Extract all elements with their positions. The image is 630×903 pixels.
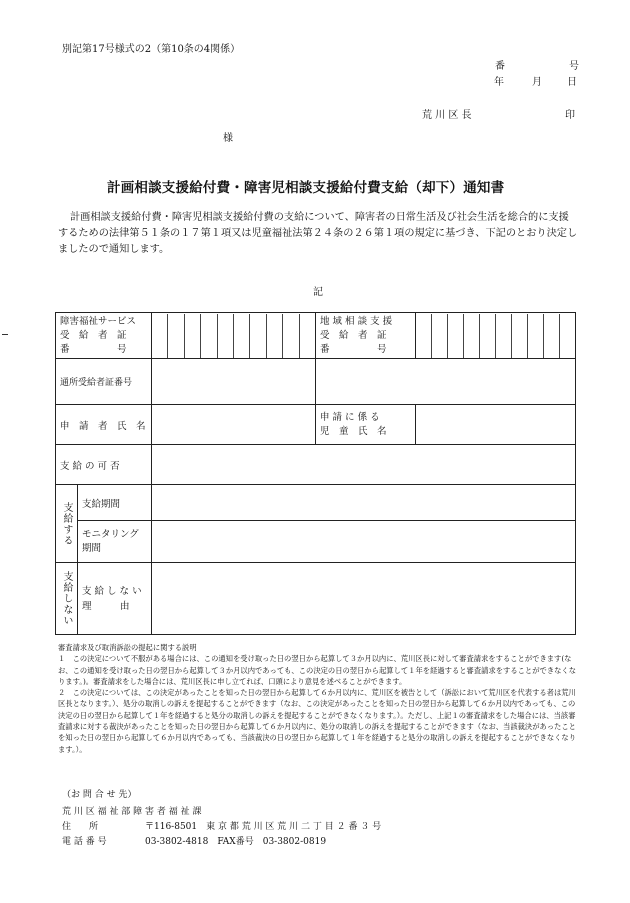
recipient-sama: 様	[223, 133, 233, 144]
day-service-cert-label: 通所受給者証番号	[56, 359, 152, 405]
row-day-service-cert	[56, 359, 576, 405]
body-paragraph: 計画相談支援給付費・障害児相談支援給付費の支給について、障害者の日常生活及び社会生活を総合的に支援するための法律第５１条の１７第１項又は児童福祉法第２４条の２６第１項の規定に基づき、下記のとおり決定しましたので通知します。	[58, 212, 578, 255]
ki-label: 記	[313, 287, 323, 298]
denial-reason-field[interactable]	[152, 563, 576, 635]
service-cert-number-field[interactable]	[152, 313, 316, 359]
issuer: 荒 川 区 長	[422, 110, 472, 121]
child-name-label: 申 請 に 係 る 児 童 氏 名	[316, 405, 416, 445]
notes-section	[58, 642, 578, 755]
child-name-field[interactable]	[416, 405, 576, 445]
contact-heading: （お 問 合 せ 先）	[62, 790, 137, 800]
community-cert-number-field[interactable]	[416, 313, 576, 359]
applicant-name-field[interactable]	[152, 405, 316, 445]
row-denial-reason	[56, 563, 576, 635]
row-payment-period	[56, 485, 576, 521]
row-applicant	[56, 405, 576, 445]
contact-department: 荒 川 区 福 祉 部 障 害 者 福 祉 課	[62, 807, 202, 817]
margin-tick	[2, 334, 8, 335]
address-label: 住 所	[62, 822, 99, 832]
address-value: 〒116-8501 東 京 都 荒 川 区 荒 川 二 丁 目 ２ 番 ３ 号	[145, 822, 382, 832]
applicant-name-label: 申 請 者 氏 名	[56, 405, 152, 445]
notes-heading: 審査請求及び取消訴訟の提起に関する説明	[58, 643, 197, 652]
deny-group-label: 支給しない	[56, 563, 78, 635]
row-certificate-numbers	[56, 313, 576, 359]
number-label-b: 号	[569, 61, 579, 72]
page-title: 計画相談支援給付費・障害児相談支援給付費支給（却下）通知書	[107, 180, 505, 196]
community-cert-label: 地 域 相 談 支 援 受 給 者 証 番 号	[316, 313, 416, 359]
decision-table	[55, 312, 576, 635]
seal-label: 印	[565, 110, 575, 121]
day-label: 日	[567, 77, 577, 88]
monitoring-period-label: モニタリング 期間	[78, 521, 152, 563]
service-cert-label: 障害福祉サービス 受 給 者 証 番 号	[56, 313, 152, 359]
number-label-a: 番	[495, 61, 505, 72]
row-monitoring-period	[56, 521, 576, 563]
year-label: 年	[494, 77, 504, 88]
denial-reason-label: 支 給 し な い 理 由	[78, 563, 152, 635]
approval-label: 支 給 の 可 否	[56, 445, 152, 485]
row-approval	[56, 445, 576, 485]
form-number: 別記第17号様式の2（第10条の4関係）	[62, 44, 241, 55]
monitoring-period-field[interactable]	[152, 521, 576, 563]
grant-group-label: 支給する	[56, 485, 78, 563]
month-label: 月	[532, 77, 542, 88]
day-service-cert-field[interactable]	[152, 359, 316, 405]
note-1: １ この決定について不服がある場合には、この通知を受け取った日の翌日から起算して３か月以内に、荒川区長に対して審査請求をすることができます(なお、この通知を受け取った日の翌日から起算して３か月以内であっても、この決定の日の翌日から起算して１年を経過すると審査請求をすることができなくなります。)。審査請求をした場合には、荒川区長に申し立てれば、口頭により意見を述べることができます。	[58, 654, 576, 686]
approval-field[interactable]	[152, 445, 576, 485]
phone-label: 電 話 番 号	[62, 837, 107, 847]
payment-period-field[interactable]	[152, 485, 576, 521]
payment-period-label: 支給期間	[78, 485, 152, 521]
phone-value: 03-3802-4818 FAX番号 03-3802-0819	[145, 837, 327, 847]
day-service-cert-blank	[316, 359, 576, 405]
note-2: ２ この決定については、この決定があったことを知った日の翌日から起算して６か月以内に、荒川区を被告として（訴訟において荒川区を代表する者は荒川区長となります。）、処分の取消しの訴えを提起することができます（なお、この決定があったことを知った日の翌日から起算して６か月以内であっても、この決定の日の翌日から起算して１年を経過すると処分の取消しの訴えを提起することができなくなります。）。ただし、上記１の審査請求をした場合には、当該審査請求に対する裁決があったことを知った日の翌日から起算して６か月以内に、処分の取消しの訴えを提起することができます（なお、当該裁決があったことを知った日の翌日から起算して６か月以内であっても、当該裁決の日の翌日から起算して１年を経過すると処分の取消しの訴えを提起することができなくなります。）。	[58, 688, 576, 754]
